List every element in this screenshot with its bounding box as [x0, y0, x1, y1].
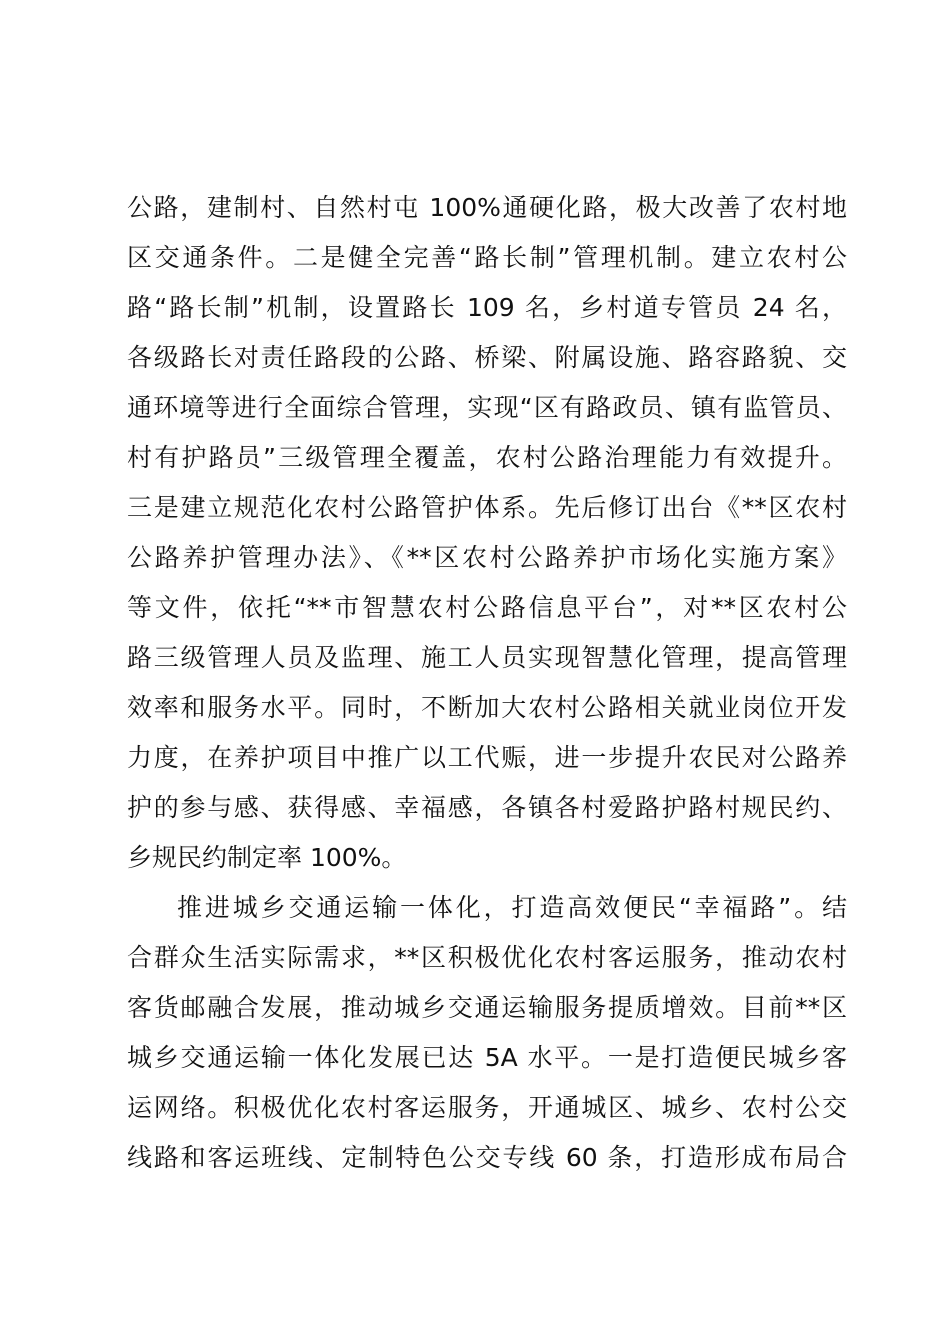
- paragraph-line: 公路养护管理办法》、《**区农村公路养护市场化实施方案》: [127, 543, 847, 572]
- paragraph-line: 城乡交通运输一体化发展已达 5A 水平。一是打造便民城乡客: [127, 1043, 847, 1072]
- paragraph-line: 村有护路员”三级管理全覆盖，农村公路治理能力有效提升。: [127, 443, 847, 472]
- paragraph-line: 路三级管理人员及监理、施工人员实现智慧化管理，提高管理: [127, 643, 847, 672]
- paragraph-line: 效率和服务水平。同时，不断加大农村公路相关就业岗位开发: [127, 693, 847, 722]
- document-body: [127, 183, 847, 1183]
- paragraph-1: [127, 183, 847, 883]
- paragraph-line: 三是建立规范化农村公路管护体系。先后修订出台《**区农村: [127, 493, 847, 522]
- paragraph-2: [127, 883, 847, 1183]
- paragraph-line: 区交通条件。二是健全完善“路长制”管理机制。建立农村公: [127, 243, 847, 272]
- paragraph-line: 等文件，依托“**市智慧农村公路信息平台”，对**区农村公: [127, 593, 847, 622]
- paragraph-line: 力度，在养护项目中推广以工代赈，进一步提升农民对公路养: [127, 743, 847, 772]
- paragraph-line: 路“路长制”机制，设置路长 109 名，乡村道专管员 24 名，: [127, 293, 847, 322]
- paragraph-line: 运网络。积极优化农村客运服务，开通城区、城乡、农村公交: [127, 1093, 847, 1122]
- paragraph-line: 线路和客运班线、定制特色公交专线 60 条，打造形成布局合: [127, 1143, 847, 1172]
- paragraph-line: 各级路长对责任路段的公路、桥梁、附属设施、路容路貌、交: [127, 343, 847, 372]
- paragraph-line: 公路，建制村、自然村屯 100%通硬化路，极大改善了农村地: [127, 193, 847, 222]
- paragraph-line: 通环境等进行全面综合管理，实现“区有路政员、镇有监管员、: [127, 393, 847, 422]
- paragraph-line: 护的参与感、获得感、幸福感，各镇各村爱路护路村规民约、: [127, 793, 847, 822]
- paragraph-line: 推进城乡交通运输一体化，打造高效便民“幸福路”。结: [177, 893, 847, 922]
- paragraph-line: 合群众生活实际需求，**区积极优化农村客运服务，推动农村: [127, 943, 847, 972]
- paragraph-line: 乡规民约制定率 100%。: [127, 843, 407, 872]
- paragraph-line: 客货邮融合发展，推动城乡交通运输服务提质增效。目前**区: [127, 993, 847, 1022]
